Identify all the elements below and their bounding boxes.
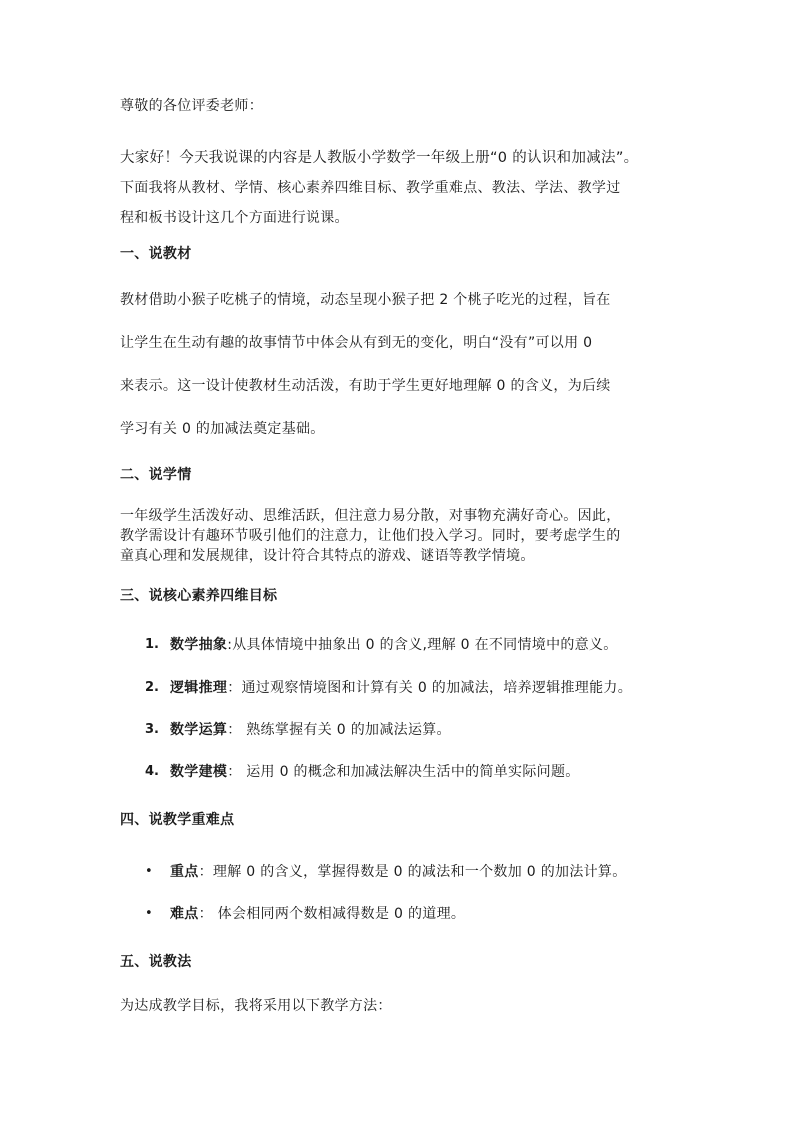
bullet-icon: • [145,864,153,879]
key-point-label: 重点 [170,864,199,880]
list-number: 3. [145,722,159,737]
key-point-text: ：理解 0 的含义，掌握得数是 0 的减法和一个数加 0 的加法计算。 [198,864,627,880]
intro-line-2: 下面我将从教材、学情、核心素养四维目标、教学重难点、教法、学法、教学过 [120,180,621,196]
intro-line-3: 程和板书设计这几个方面进行说课。 [120,210,349,226]
goal-label: 数学运算 [170,722,228,738]
section-heading-goals: 三、说核心素养四维目标 [120,588,278,604]
bullet-icon: • [145,906,153,921]
section-heading-teaching-methods: 五、说教法 [120,954,192,970]
goal-text: ： 运用 0 的概念和加减法解决生活中的简单实际问题。 [227,764,580,780]
textbook-line-4: 学习有关 0 的加减法奠定基础。 [120,421,325,437]
goal-label: 数学建模 [170,764,228,780]
students-line-2: 教学需设计有趣环节吸引他们的注意力，让他们投入学习。同时，要考虑学生的 [120,528,621,544]
textbook-line-3: 来表示。这一设计使教材生动活泼，有助于学生更好地理解 0 的含义，为后续 [120,378,611,394]
list-number: 4. [145,764,159,779]
goal-text: :从具体情境中抽象出 0 的含义,理解 0 在不同情境中的意义。 [227,637,618,653]
key-point-label: 难点 [170,906,199,922]
goal-text: ： 熟练掌握有关 0 的加减法运算。 [227,722,451,738]
section-heading-key-points: 四、说教学重难点 [120,812,235,828]
textbook-line-1: 教材借助小猴子吃桃子的情境，动态呈现小猴子把 2 个桃子吃光的过程，旨在 [120,292,611,308]
list-number: 1. [145,637,159,652]
goal-text: ：通过观察情境图和计算有关 0 的加减法，培养逻辑推理能力。 [227,680,633,696]
students-line-1: 一年级学生活泼好动、思维活跃，但注意力易分散，对事物充满好奇心。因此， [120,508,621,524]
section-heading-students: 二、说学情 [120,467,192,483]
teaching-methods-line-1: 为达成教学目标，我将采用以下教学方法： [120,998,392,1014]
textbook-line-2: 让学生在生动有趣的故事情节中体会从有到无的变化，明白“没有”可以用 0 [120,335,593,351]
key-point-text: ： 体会相同两个数相减得数是 0 的道理。 [198,906,466,922]
list-number: 2. [145,680,159,695]
goal-label: 逻辑推理 [170,680,228,696]
section-heading-textbook: 一、说教材 [120,246,192,262]
greeting: 尊敬的各位评委老师： [120,98,263,114]
intro-line-1: 大家好！今天我说课的内容是人教版小学数学一年级上册“0 的认识和加减法”。 [120,150,639,166]
students-line-3: 童真心理和发展规律，设计符合其特点的游戏、谜语等教学情境。 [120,548,535,564]
goal-label: 数学抽象 [170,637,228,653]
